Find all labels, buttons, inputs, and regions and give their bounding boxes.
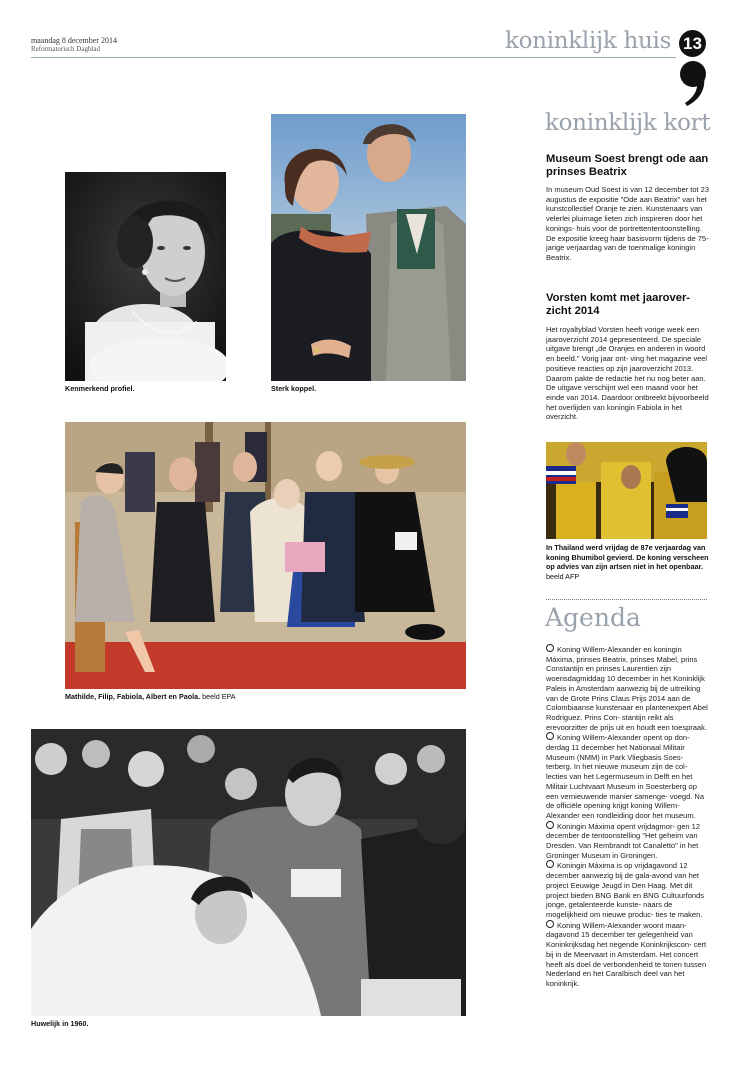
photo-ceremony-royals [65, 422, 466, 689]
photo-thailand-celebration [546, 442, 707, 539]
header-date: maandag 8 december 2014 [31, 36, 117, 45]
agenda-item-text: Koningin Máxima opent vrijdagmor- gen 12 december de tentoonstelling "Het geheim van Dresden. Van Rembrandt tot Canaletto" in het Groninger Museum in Groningen. [546, 821, 700, 860]
photo-caption-profile: Kenmerkend profiel. [65, 384, 135, 393]
photo-caption-wedding: Huwelijk in 1960. [31, 1019, 89, 1028]
header-rule [31, 57, 676, 58]
agenda-list [546, 644, 709, 989]
agenda-item [546, 920, 709, 989]
agenda-item-text: Koning Willem-Alexander en koningin Máxima, prinses Beatrix, prinses Mabel, prins Constantijn en prinses Laurentien zijn woensdagmiddag 10 december in het Koninklijk Paleis in Amsterdam aanwezig bij de uitreiking van de Grote Prins Claus Prijs 2014 aan de Colombiaanse kunstenaar en plantenexpert Abel Rodriguez. Prins Con- stantijn reikt als erevoorzitter de prijs uit en houdt een toespraak. [546, 645, 708, 732]
bullet-circle-icon [546, 732, 554, 740]
agenda-item [546, 821, 709, 861]
article-body-vorsten: Het royaltyblad Vorsten heeft vorige week een jaaroverzicht 2014 gepresenteerd. De speciale uitgave brengt „de Oranjes en anderen in woord en beeld." Vorig jaar ont- ving het magazine veel positieve reacties op zijn jaaroverzicht 2013. Daarom pakte de redactie het nu nog beter aan. De uitgave verschijnt wel een maand voor het einde van 2014. Daardoor ontbreekt bijvoorbeeld het overlijden van koningin Fabiola in het overzicht. [546, 325, 709, 422]
photo-fabiola-profile [65, 172, 226, 381]
section-title: koninklijk huis [505, 28, 672, 54]
sidebar-title: koninklijk kort [545, 110, 711, 136]
bullet-circle-icon [546, 644, 554, 652]
header-paper-name: Reformatorisch Dagblad [31, 45, 101, 53]
article-body-soest: In museum Oud Soest is van 12 december tot 23 augustus de expositie "Ode aan Beatrix" van het kunstcollectief Oranje te zien. Kunstenaars van velerlei pluimage lieten zich inspireren door het konings- huis voor de portrettententoonstelling. De expositie kreeg haar basisvorm tijdens de 75-jarige verjaardag van de toenmalige koningin Beatrix. [546, 185, 710, 262]
agenda-item-text: Koning Willem-Alexander woont maan- dagavond 15 december ter gelegenheid van Koninkrijksdag het negende Koninkrijkscon- cert bij in de Meervaart in Amsterdam. Het concert heeft als doel de verbondenheid te tonen tussen Nederland en het Caraïbisch deel van het koninkrijk. [546, 920, 707, 988]
agenda-item [546, 644, 709, 732]
ceremony-photo-credit: beeld EPA [202, 692, 236, 701]
bullet-circle-icon [546, 821, 554, 829]
ceremony-caption-text: Mathilde, Filip, Fabiola, Albert en Paola. [65, 692, 201, 701]
photo-caption-couple: Sterk koppel. [271, 384, 317, 393]
comma-logo-icon [677, 60, 709, 108]
photo-wedding-1960 [31, 729, 466, 1016]
dotted-divider [546, 599, 707, 600]
article-headline-soest: Museum Soest brengt ode aan prinses Beatrix [546, 153, 709, 178]
agenda-title: Agenda [545, 603, 641, 632]
page-number-badge: 13 [679, 30, 706, 57]
agenda-item [546, 732, 709, 820]
thailand-caption-text: In Thailand werd vrijdag de 87e verjaardag van koning Bhumibol gevierd. De koning verscheen op advies van zijn artsen niet in het openbaar. [546, 543, 709, 572]
bullet-circle-icon [546, 860, 554, 868]
thailand-photo-credit: beeld AFP [546, 571, 580, 581]
bullet-circle-icon [546, 920, 554, 928]
agenda-item [546, 860, 709, 919]
photo-caption-thailand [546, 543, 709, 581]
agenda-item-text: Koningin Máxima is op vrijdagavond 12 december aanwezig bij de gala-avond van het project Eeuwige Jeugd in Den Haag. Met dit project bieden BNG Bank en BNG Cultuurfonds jonge, getalenteerde kunste- naars de mogelijkheid om nieuwe produc- ties te maken. [546, 861, 705, 919]
article-headline-vorsten: Vorsten komt met jaarover- zicht 2014 [546, 292, 691, 317]
photo-caption-ceremony [65, 692, 236, 701]
agenda-item-text: Koning Willem-Alexander opent op don- derdag 11 december het Nationaal Militair Museum (NMM) in Park Vliegbasis Soes- terberg. In het nieuwe museum zijn de col- lecties van het Legermuseum in Delft en het Militair Luchtvaart Museum in Soesterberg op een vernieuwende manier samenge- voegd. Na de officiële opening krijgt koning Willem-Alexander een rondleiding door het museum. [546, 733, 705, 820]
photo-royal-couple [271, 114, 466, 381]
